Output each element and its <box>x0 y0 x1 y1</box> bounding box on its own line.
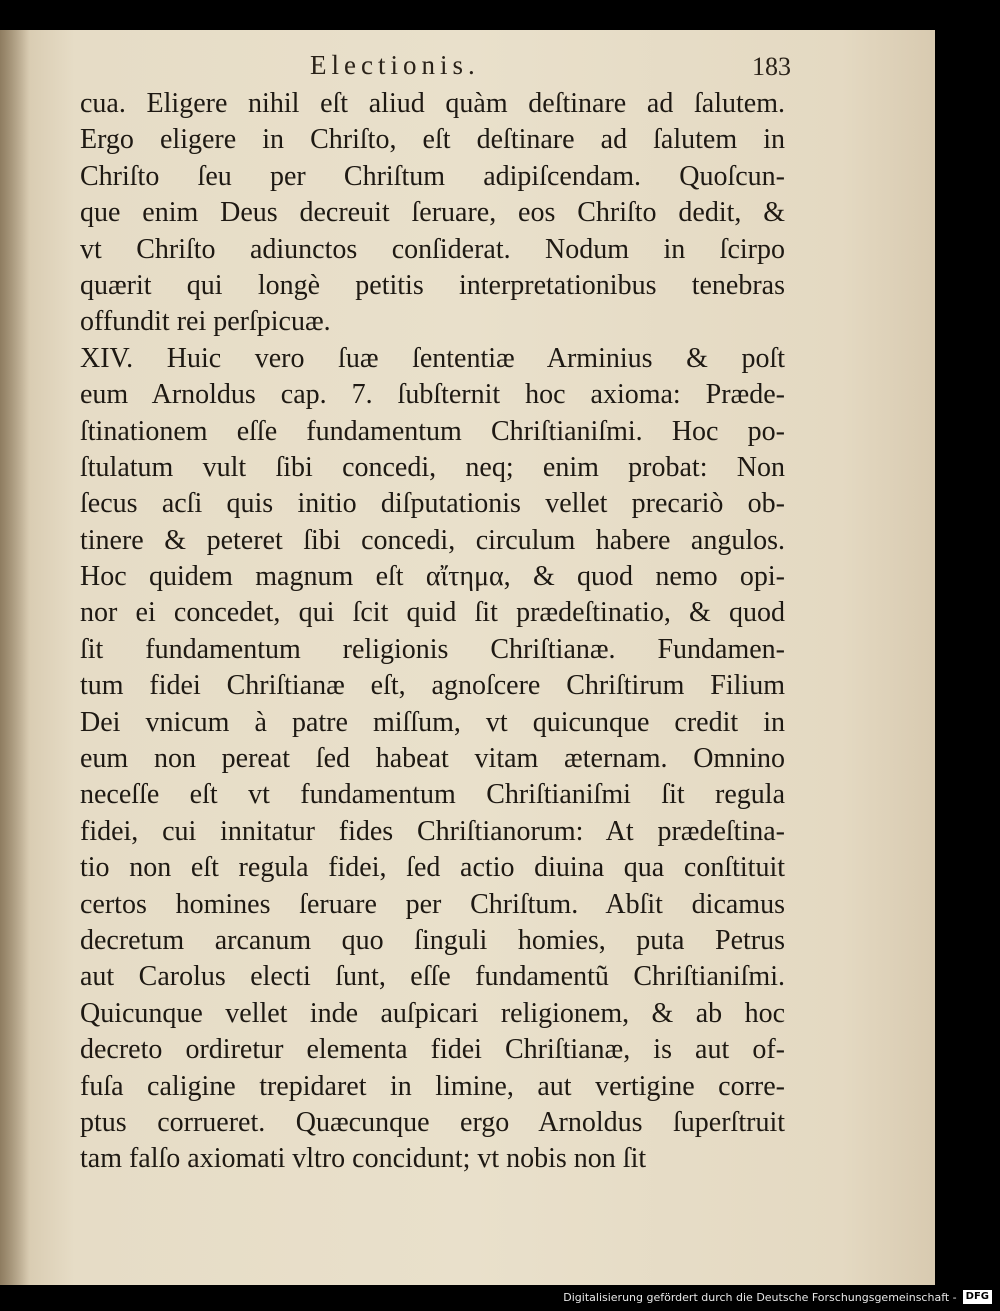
text-line: tio non eſt regula fidei, ſed actio diuina qua conſtituit <box>80 852 785 884</box>
running-head: Electionis. <box>310 50 480 80</box>
book-page <box>0 30 935 1285</box>
text-line: ſtinationem eſſe fundamentum Chriſtianiſmi. Hoc po- <box>80 415 785 447</box>
text-line: que enim Deus decreuit ſeruare, eos Chriſto dedit, & <box>80 197 785 229</box>
text-line: vt Chriſto adiunctos conſiderat. Nodum in ſcirpo <box>80 233 785 265</box>
text-line: Ergo eligere in Chriſto, eſt deſtinare ad ſalutem in <box>80 124 785 156</box>
text-line: decretum arcanum quo ſinguli homies, puta Petrus <box>80 924 785 956</box>
text-line: Quicunque vellet inde auſpicari religionem, & ab hoc <box>80 997 785 1029</box>
text-line: eum Arnoldus cap. 7. ſubſternit hoc axioma: Præde- <box>80 379 785 411</box>
text-line: Dei vnicum à patre miſſum, vt quicunque credit in <box>80 706 785 738</box>
page-number: 183 <box>752 52 791 81</box>
text-line: ſecus acſi quis initio diſputationis vellet precariò ob- <box>80 488 785 520</box>
text-line: offundit rei perſpicuæ. <box>80 306 331 338</box>
text-line: tinere & peteret ſibi concedi, circulum habere angulos. <box>80 524 785 556</box>
text-line: fidei, cui innitatur fides Chriſtianorum: At prædeſtina- <box>80 815 785 847</box>
text-line: tam falſo axiomati vltro concidunt; vt nobis non ſit <box>80 1143 647 1175</box>
body-text <box>80 86 785 1178</box>
text-line: nor ei concedet, qui ſcit quid ſit prædeſtinatio, & quod <box>80 597 785 629</box>
text-line: decreto ordiretur elementa fidei Chriſtianæ, is aut of- <box>80 1034 785 1066</box>
digitization-credit <box>563 1290 992 1304</box>
text-line: Hoc quidem magnum eſt αἴτημα, & quod nemo opi- <box>80 561 785 593</box>
text-line: eum non pereat ſed habeat vitam æternam. Omnino <box>80 743 785 775</box>
dfg-logo: DFG <box>963 1290 992 1304</box>
text-line: tum fidei Chriſtianæ eſt, agnoſcere Chriſtirum Filium <box>80 670 785 702</box>
text-line: ſit fundamentum religionis Chriſtianæ. Fundamen- <box>80 633 785 665</box>
text-line: aut Carolus electi ſunt, eſſe fundamentũ Chriſtianiſmi. <box>80 961 785 993</box>
text-line: fuſa caligine trepidaret in limine, aut vertigine corre- <box>80 1070 785 1102</box>
text-line: neceſſe eſt vt fundamentum Chriſtianiſmi ſit regula <box>80 779 785 811</box>
text-line: cua. Eligere nihil eſt aliud quàm deſtinare ad ſalutem. <box>80 88 785 119</box>
credit-text: Digitalisierung gefördert durch die Deutsche Forschungsgemeinschaft - <box>563 1290 957 1304</box>
text-line: certos homines ſeruare per Chriſtum. Abſit dicamus <box>80 888 785 920</box>
text-line: ſtulatum vult ſibi concedi, neq; enim probat: Non <box>80 451 785 483</box>
text-line: Chriſto ſeu per Chriſtum adipiſcendam. Quoſcun- <box>80 160 785 192</box>
text-line: ptus corrueret. Quæcunque ergo Arnoldus ſuperſtruit <box>80 1106 785 1138</box>
text-line: XIV. Huic vero ſuæ ſententiæ Arminius & poſt <box>80 342 785 374</box>
text-line: quærit qui longè petitis interpretationibus tenebras <box>80 269 785 301</box>
